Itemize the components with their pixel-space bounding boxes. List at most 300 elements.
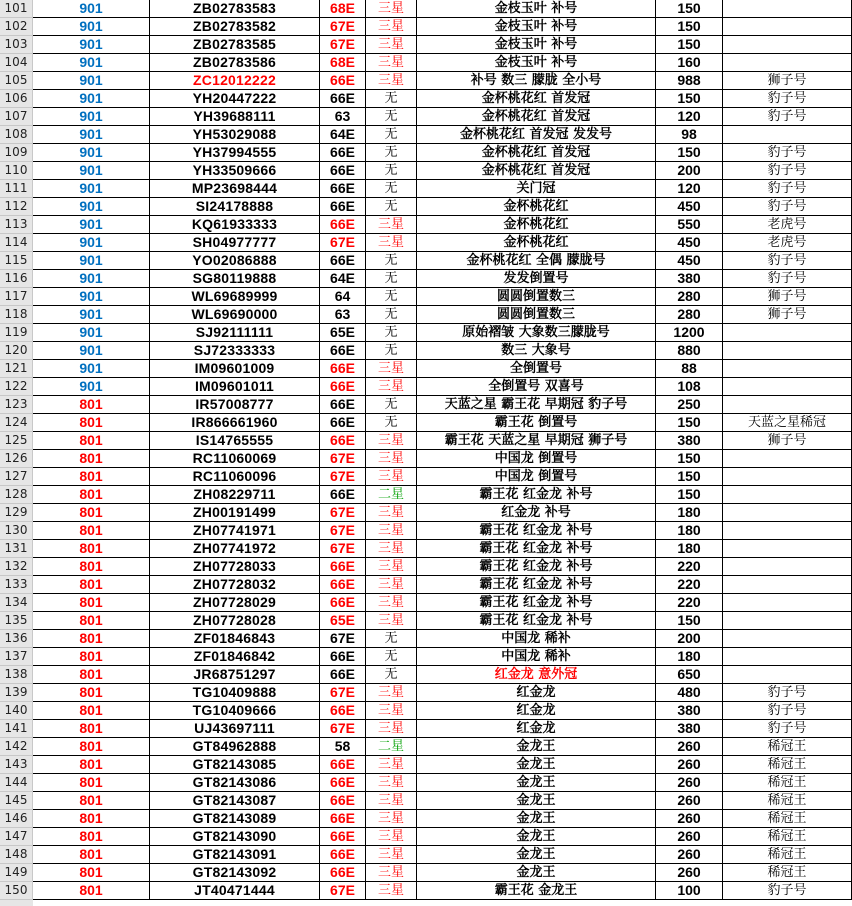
tag-cell[interactable] xyxy=(723,612,852,630)
tag-cell[interactable]: 豹子号 xyxy=(723,144,852,162)
price-cell[interactable]: 280 xyxy=(656,288,723,306)
star-cell[interactable]: 无 xyxy=(366,270,417,288)
serial-cell[interactable]: YH37994555 xyxy=(150,144,320,162)
star-cell[interactable]: 无 xyxy=(366,306,417,324)
tag-cell[interactable] xyxy=(723,648,852,666)
serial-cell[interactable]: ZH00191499 xyxy=(150,504,320,522)
desc-cell[interactable]: 发发倒置号 xyxy=(417,270,656,288)
group-cell[interactable]: 901 xyxy=(33,144,150,162)
group-cell[interactable]: 801 xyxy=(33,774,150,792)
version-cell[interactable]: 67E xyxy=(320,234,366,252)
version-cell[interactable]: 66E xyxy=(320,432,366,450)
star-cell[interactable]: 三星 xyxy=(366,0,417,18)
version-cell[interactable]: 67E xyxy=(320,18,366,36)
version-cell[interactable]: 66E xyxy=(320,180,366,198)
star-cell[interactable]: 二星 xyxy=(366,486,417,504)
star-cell[interactable]: 无 xyxy=(366,648,417,666)
serial-cell[interactable]: ZB02783583 xyxy=(150,0,320,18)
price-cell[interactable]: 150 xyxy=(656,612,723,630)
group-cell[interactable]: 901 xyxy=(33,324,150,342)
version-cell[interactable]: 67E xyxy=(320,450,366,468)
row-number[interactable]: 136 xyxy=(0,630,33,648)
serial-cell[interactable]: YH20447222 xyxy=(150,90,320,108)
row-number[interactable]: 130 xyxy=(0,522,33,540)
desc-cell[interactable]: 金枝玉叶 补号 xyxy=(417,36,656,54)
serial-cell[interactable]: RC11060096 xyxy=(150,468,320,486)
version-cell[interactable]: 67E xyxy=(320,504,366,522)
row-number[interactable]: 149 xyxy=(0,864,33,882)
serial-cell[interactable]: SH04977777 xyxy=(150,234,320,252)
version-cell[interactable]: 66E xyxy=(320,648,366,666)
version-cell[interactable]: 66E xyxy=(320,486,366,504)
serial-cell[interactable]: ZH07741971 xyxy=(150,522,320,540)
row-number[interactable]: 134 xyxy=(0,594,33,612)
desc-cell[interactable]: 金龙王 xyxy=(417,846,656,864)
desc-cell[interactable]: 霸王花 红金龙 补号 xyxy=(417,486,656,504)
version-cell[interactable]: 58 xyxy=(320,738,366,756)
version-cell[interactable]: 68E xyxy=(320,0,366,18)
version-cell[interactable]: 64 xyxy=(320,288,366,306)
desc-cell[interactable]: 补号 数三 朦胧 全小号 xyxy=(417,72,656,90)
desc-cell[interactable]: 金杯桃花红 首发冠 xyxy=(417,144,656,162)
tag-cell[interactable]: 天蓝之星稀冠 xyxy=(723,414,852,432)
row-number[interactable]: 106 xyxy=(0,90,33,108)
group-cell[interactable]: 801 xyxy=(33,666,150,684)
serial-cell[interactable]: UJ43697111 xyxy=(150,720,320,738)
price-cell[interactable]: 150 xyxy=(656,90,723,108)
group-cell[interactable]: 901 xyxy=(33,36,150,54)
tag-cell[interactable] xyxy=(723,54,852,72)
desc-cell[interactable]: 金枝玉叶 补号 xyxy=(417,0,656,18)
star-cell[interactable]: 三星 xyxy=(366,432,417,450)
tag-cell[interactable] xyxy=(723,522,852,540)
star-cell[interactable]: 三星 xyxy=(366,378,417,396)
price-cell[interactable]: 380 xyxy=(656,702,723,720)
tag-cell[interactable] xyxy=(723,468,852,486)
tag-cell[interactable]: 豹子号 xyxy=(723,270,852,288)
version-cell[interactable]: 66E xyxy=(320,252,366,270)
star-cell[interactable]: 无 xyxy=(366,180,417,198)
version-cell[interactable]: 66E xyxy=(320,864,366,882)
desc-cell[interactable]: 金龙王 xyxy=(417,864,656,882)
version-cell[interactable]: 67E xyxy=(320,684,366,702)
desc-cell[interactable]: 原始褶皱 大象数三朦胧号 xyxy=(417,324,656,342)
price-cell[interactable]: 260 xyxy=(656,756,723,774)
price-cell[interactable]: 450 xyxy=(656,198,723,216)
price-cell[interactable]: 380 xyxy=(656,720,723,738)
tag-cell[interactable] xyxy=(723,576,852,594)
desc-cell[interactable]: 金龙王 xyxy=(417,774,656,792)
group-cell[interactable]: 901 xyxy=(33,342,150,360)
tag-cell[interactable]: 豹子号 xyxy=(723,162,852,180)
serial-cell[interactable]: GT82143091 xyxy=(150,846,320,864)
tag-cell[interactable]: 稀冠王 xyxy=(723,774,852,792)
desc-cell[interactable]: 金杯桃花红 全偶 朦胧号 xyxy=(417,252,656,270)
star-cell[interactable]: 三星 xyxy=(366,36,417,54)
desc-cell[interactable]: 金龙王 xyxy=(417,756,656,774)
version-cell[interactable]: 66E xyxy=(320,396,366,414)
desc-cell[interactable]: 全倒置号 双喜号 xyxy=(417,378,656,396)
desc-cell[interactable]: 霸王花 金龙王 xyxy=(417,882,656,900)
row-number[interactable]: 142 xyxy=(0,738,33,756)
serial-cell[interactable]: SJ92111111 xyxy=(150,324,320,342)
tag-cell[interactable]: 豹子号 xyxy=(723,684,852,702)
serial-cell[interactable]: TG10409888 xyxy=(150,684,320,702)
star-cell[interactable]: 无 xyxy=(366,324,417,342)
row-number[interactable]: 127 xyxy=(0,468,33,486)
version-cell[interactable]: 64E xyxy=(320,270,366,288)
row-number[interactable]: 135 xyxy=(0,612,33,630)
star-cell[interactable]: 三星 xyxy=(366,558,417,576)
desc-cell[interactable]: 金杯桃花红 xyxy=(417,216,656,234)
desc-cell[interactable]: 红金龙 xyxy=(417,720,656,738)
tag-cell[interactable]: 豹子号 xyxy=(723,90,852,108)
group-cell[interactable]: 801 xyxy=(33,864,150,882)
serial-cell[interactable]: ZH07728028 xyxy=(150,612,320,630)
price-cell[interactable]: 650 xyxy=(656,666,723,684)
group-cell[interactable]: 801 xyxy=(33,504,150,522)
row-number[interactable]: 147 xyxy=(0,828,33,846)
serial-cell[interactable]: GT82143087 xyxy=(150,792,320,810)
group-cell[interactable]: 801 xyxy=(33,810,150,828)
group-cell[interactable]: 801 xyxy=(33,630,150,648)
version-cell[interactable]: 66E xyxy=(320,594,366,612)
tag-cell[interactable] xyxy=(723,594,852,612)
price-cell[interactable]: 260 xyxy=(656,846,723,864)
group-cell[interactable]: 901 xyxy=(33,252,150,270)
group-cell[interactable]: 801 xyxy=(33,396,150,414)
version-cell[interactable]: 66E xyxy=(320,666,366,684)
star-cell[interactable]: 三星 xyxy=(366,360,417,378)
desc-cell[interactable]: 霸王花 天蓝之星 早期冠 狮子号 xyxy=(417,432,656,450)
tag-cell[interactable] xyxy=(723,450,852,468)
version-cell[interactable]: 66E xyxy=(320,198,366,216)
group-cell[interactable]: 801 xyxy=(33,558,150,576)
row-number[interactable]: 128 xyxy=(0,486,33,504)
desc-cell[interactable]: 中国龙 倒置号 xyxy=(417,468,656,486)
star-cell[interactable]: 三星 xyxy=(366,828,417,846)
row-number[interactable]: 150 xyxy=(0,882,33,900)
tag-cell[interactable]: 豹子号 xyxy=(723,720,852,738)
star-cell[interactable]: 无 xyxy=(366,126,417,144)
version-cell[interactable]: 66E xyxy=(320,846,366,864)
row-number[interactable]: 131 xyxy=(0,540,33,558)
serial-cell[interactable]: WL69689999 xyxy=(150,288,320,306)
group-cell[interactable]: 801 xyxy=(33,828,150,846)
price-cell[interactable]: 260 xyxy=(656,828,723,846)
tag-cell[interactable]: 老虎号 xyxy=(723,234,852,252)
star-cell[interactable]: 无 xyxy=(366,288,417,306)
price-cell[interactable]: 120 xyxy=(656,108,723,126)
group-cell[interactable]: 901 xyxy=(33,216,150,234)
row-number[interactable]: 122 xyxy=(0,378,33,396)
price-cell[interactable]: 280 xyxy=(656,306,723,324)
star-cell[interactable]: 无 xyxy=(366,252,417,270)
group-cell[interactable]: 801 xyxy=(33,486,150,504)
tag-cell[interactable] xyxy=(723,396,852,414)
group-cell[interactable]: 801 xyxy=(33,540,150,558)
tag-cell[interactable] xyxy=(723,126,852,144)
version-cell[interactable]: 66E xyxy=(320,144,366,162)
serial-cell[interactable]: TG10409666 xyxy=(150,702,320,720)
desc-cell[interactable]: 红金龙 补号 xyxy=(417,504,656,522)
desc-cell[interactable]: 红金龙 xyxy=(417,684,656,702)
group-cell[interactable]: 801 xyxy=(33,468,150,486)
tag-cell[interactable]: 稀冠王 xyxy=(723,738,852,756)
group-cell[interactable]: 801 xyxy=(33,846,150,864)
version-cell[interactable]: 66E xyxy=(320,414,366,432)
serial-cell[interactable]: GT82143090 xyxy=(150,828,320,846)
tag-cell[interactable] xyxy=(723,36,852,54)
version-cell[interactable]: 67E xyxy=(320,630,366,648)
group-cell[interactable]: 801 xyxy=(33,738,150,756)
serial-cell[interactable]: IM09601011 xyxy=(150,378,320,396)
price-cell[interactable]: 450 xyxy=(656,234,723,252)
serial-cell[interactable]: SG80119888 xyxy=(150,270,320,288)
price-cell[interactable]: 150 xyxy=(656,468,723,486)
price-cell[interactable]: 150 xyxy=(656,450,723,468)
group-cell[interactable]: 801 xyxy=(33,756,150,774)
price-cell[interactable]: 1200 xyxy=(656,324,723,342)
desc-cell[interactable]: 圆圆倒置数三 xyxy=(417,288,656,306)
row-number[interactable]: 120 xyxy=(0,342,33,360)
row-number[interactable]: 129 xyxy=(0,504,33,522)
tag-cell[interactable] xyxy=(723,342,852,360)
star-cell[interactable]: 二星 xyxy=(366,738,417,756)
price-cell[interactable]: 150 xyxy=(656,414,723,432)
serial-cell[interactable]: RC11060069 xyxy=(150,450,320,468)
version-cell[interactable]: 65E xyxy=(320,612,366,630)
desc-cell[interactable]: 霸王花 红金龙 补号 xyxy=(417,612,656,630)
star-cell[interactable]: 三星 xyxy=(366,594,417,612)
price-cell[interactable]: 88 xyxy=(656,360,723,378)
version-cell[interactable]: 67E xyxy=(320,720,366,738)
version-cell[interactable]: 66E xyxy=(320,774,366,792)
group-cell[interactable]: 901 xyxy=(33,72,150,90)
group-cell[interactable]: 901 xyxy=(33,306,150,324)
version-cell[interactable]: 66E xyxy=(320,810,366,828)
group-cell[interactable]: 901 xyxy=(33,90,150,108)
version-cell[interactable]: 66E xyxy=(320,90,366,108)
star-cell[interactable]: 无 xyxy=(366,90,417,108)
version-cell[interactable]: 66E xyxy=(320,360,366,378)
tag-cell[interactable] xyxy=(723,558,852,576)
desc-cell[interactable]: 金杯桃花红 首发冠 xyxy=(417,162,656,180)
row-number[interactable]: 124 xyxy=(0,414,33,432)
tag-cell[interactable]: 豹子号 xyxy=(723,252,852,270)
group-cell[interactable]: 801 xyxy=(33,432,150,450)
star-cell[interactable]: 三星 xyxy=(366,882,417,900)
desc-cell[interactable]: 金杯桃花红 xyxy=(417,234,656,252)
version-cell[interactable]: 66E xyxy=(320,702,366,720)
price-cell[interactable]: 380 xyxy=(656,432,723,450)
row-number[interactable]: 117 xyxy=(0,288,33,306)
row-number[interactable]: 107 xyxy=(0,108,33,126)
version-cell[interactable]: 67E xyxy=(320,882,366,900)
star-cell[interactable]: 三星 xyxy=(366,450,417,468)
tag-cell[interactable]: 狮子号 xyxy=(723,432,852,450)
price-cell[interactable]: 180 xyxy=(656,648,723,666)
star-cell[interactable]: 无 xyxy=(366,198,417,216)
desc-cell[interactable]: 数三 大象号 xyxy=(417,342,656,360)
serial-cell[interactable]: IR866661960 xyxy=(150,414,320,432)
desc-cell[interactable]: 红金龙 意外冠 xyxy=(417,666,656,684)
star-cell[interactable]: 三星 xyxy=(366,846,417,864)
version-cell[interactable]: 67E xyxy=(320,540,366,558)
desc-cell[interactable]: 霸王花 红金龙 补号 xyxy=(417,594,656,612)
serial-cell[interactable]: KQ61933333 xyxy=(150,216,320,234)
row-number[interactable]: 104 xyxy=(0,54,33,72)
price-cell[interactable]: 260 xyxy=(656,810,723,828)
row-number[interactable]: 132 xyxy=(0,558,33,576)
group-cell[interactable]: 801 xyxy=(33,612,150,630)
row-number[interactable]: 114 xyxy=(0,234,33,252)
serial-cell[interactable]: ZF01846843 xyxy=(150,630,320,648)
group-cell[interactable]: 901 xyxy=(33,54,150,72)
serial-cell[interactable]: GT82143092 xyxy=(150,864,320,882)
group-cell[interactable]: 901 xyxy=(33,126,150,144)
desc-cell[interactable]: 红金龙 xyxy=(417,702,656,720)
row-number[interactable]: 145 xyxy=(0,792,33,810)
price-cell[interactable]: 260 xyxy=(656,792,723,810)
serial-cell[interactable]: ZB02783582 xyxy=(150,18,320,36)
group-cell[interactable]: 801 xyxy=(33,702,150,720)
star-cell[interactable]: 三星 xyxy=(366,522,417,540)
serial-cell[interactable]: GT82143086 xyxy=(150,774,320,792)
price-cell[interactable]: 150 xyxy=(656,18,723,36)
serial-cell[interactable]: ZH07728029 xyxy=(150,594,320,612)
price-cell[interactable]: 220 xyxy=(656,576,723,594)
tag-cell[interactable]: 老虎号 xyxy=(723,216,852,234)
row-number[interactable]: 141 xyxy=(0,720,33,738)
group-cell[interactable]: 801 xyxy=(33,792,150,810)
row-number[interactable]: 103 xyxy=(0,36,33,54)
version-cell[interactable]: 66E xyxy=(320,558,366,576)
star-cell[interactable]: 三星 xyxy=(366,504,417,522)
group-cell[interactable]: 801 xyxy=(33,882,150,900)
desc-cell[interactable]: 金龙王 xyxy=(417,792,656,810)
price-cell[interactable]: 380 xyxy=(656,270,723,288)
tag-cell[interactable] xyxy=(723,0,852,18)
serial-cell[interactable]: GT82143089 xyxy=(150,810,320,828)
group-cell[interactable]: 901 xyxy=(33,270,150,288)
row-number[interactable]: 138 xyxy=(0,666,33,684)
tag-cell[interactable] xyxy=(723,18,852,36)
star-cell[interactable]: 无 xyxy=(366,342,417,360)
price-cell[interactable]: 150 xyxy=(656,144,723,162)
tag-cell[interactable] xyxy=(723,378,852,396)
desc-cell[interactable]: 金龙王 xyxy=(417,828,656,846)
row-number[interactable]: 111 xyxy=(0,180,33,198)
group-cell[interactable]: 901 xyxy=(33,180,150,198)
star-cell[interactable]: 三星 xyxy=(366,576,417,594)
row-number[interactable]: 113 xyxy=(0,216,33,234)
row-number[interactable]: 118 xyxy=(0,306,33,324)
price-cell[interactable]: 988 xyxy=(656,72,723,90)
row-number[interactable]: 148 xyxy=(0,846,33,864)
tag-cell[interactable] xyxy=(723,630,852,648)
price-cell[interactable]: 160 xyxy=(656,54,723,72)
star-cell[interactable]: 三星 xyxy=(366,702,417,720)
group-cell[interactable]: 801 xyxy=(33,720,150,738)
tag-cell[interactable] xyxy=(723,540,852,558)
desc-cell[interactable]: 霸王花 红金龙 补号 xyxy=(417,540,656,558)
price-cell[interactable]: 150 xyxy=(656,486,723,504)
row-number[interactable]: 101 xyxy=(0,0,33,18)
desc-cell[interactable]: 天蓝之星 霸王花 早期冠 豹子号 xyxy=(417,396,656,414)
version-cell[interactable]: 66E xyxy=(320,756,366,774)
price-cell[interactable]: 880 xyxy=(656,342,723,360)
tag-cell[interactable] xyxy=(723,360,852,378)
serial-cell[interactable]: ZC12012222 xyxy=(150,72,320,90)
row-number[interactable]: 109 xyxy=(0,144,33,162)
row-number[interactable]: 102 xyxy=(0,18,33,36)
version-cell[interactable]: 63 xyxy=(320,306,366,324)
serial-cell[interactable]: ZH07728032 xyxy=(150,576,320,594)
star-cell[interactable]: 三星 xyxy=(366,774,417,792)
serial-cell[interactable]: ZH07741972 xyxy=(150,540,320,558)
price-cell[interactable]: 220 xyxy=(656,594,723,612)
desc-cell[interactable]: 金龙王 xyxy=(417,738,656,756)
desc-cell[interactable]: 霸王花 红金龙 补号 xyxy=(417,576,656,594)
desc-cell[interactable]: 关门冠 xyxy=(417,180,656,198)
tag-cell[interactable]: 豹子号 xyxy=(723,198,852,216)
version-cell[interactable]: 67E xyxy=(320,522,366,540)
star-cell[interactable]: 三星 xyxy=(366,792,417,810)
version-cell[interactable]: 63 xyxy=(320,108,366,126)
desc-cell[interactable]: 金杯桃花红 首发冠 xyxy=(417,108,656,126)
tag-cell[interactable]: 豹子号 xyxy=(723,702,852,720)
serial-cell[interactable]: YH33509666 xyxy=(150,162,320,180)
group-cell[interactable]: 901 xyxy=(33,0,150,18)
group-cell[interactable]: 801 xyxy=(33,684,150,702)
serial-cell[interactable]: IS14765555 xyxy=(150,432,320,450)
star-cell[interactable]: 三星 xyxy=(366,468,417,486)
star-cell[interactable]: 三星 xyxy=(366,18,417,36)
price-cell[interactable]: 450 xyxy=(656,252,723,270)
row-number[interactable]: 105 xyxy=(0,72,33,90)
group-cell[interactable]: 901 xyxy=(33,360,150,378)
price-cell[interactable]: 108 xyxy=(656,378,723,396)
version-cell[interactable]: 66E xyxy=(320,378,366,396)
row-number[interactable]: 115 xyxy=(0,252,33,270)
desc-cell[interactable]: 金枝玉叶 补号 xyxy=(417,54,656,72)
version-cell[interactable]: 67E xyxy=(320,36,366,54)
price-cell[interactable]: 100 xyxy=(656,882,723,900)
group-cell[interactable]: 801 xyxy=(33,648,150,666)
tag-cell[interactable]: 稀冠王 xyxy=(723,828,852,846)
serial-cell[interactable]: JR68751297 xyxy=(150,666,320,684)
star-cell[interactable]: 三星 xyxy=(366,720,417,738)
price-cell[interactable]: 180 xyxy=(656,504,723,522)
version-cell[interactable]: 64E xyxy=(320,126,366,144)
star-cell[interactable]: 三星 xyxy=(366,72,417,90)
row-number[interactable]: 144 xyxy=(0,774,33,792)
row-number[interactable]: 108 xyxy=(0,126,33,144)
desc-cell[interactable]: 全倒置号 xyxy=(417,360,656,378)
tag-cell[interactable]: 狮子号 xyxy=(723,72,852,90)
row-number[interactable]: 116 xyxy=(0,270,33,288)
row-number[interactable]: 125 xyxy=(0,432,33,450)
group-cell[interactable]: 901 xyxy=(33,162,150,180)
star-cell[interactable]: 无 xyxy=(366,144,417,162)
version-cell[interactable]: 68E xyxy=(320,54,366,72)
row-number[interactable]: 140 xyxy=(0,702,33,720)
price-cell[interactable]: 180 xyxy=(656,522,723,540)
tag-cell[interactable]: 稀冠王 xyxy=(723,756,852,774)
tag-cell[interactable]: 豹子号 xyxy=(723,882,852,900)
serial-cell[interactable]: YO02086888 xyxy=(150,252,320,270)
